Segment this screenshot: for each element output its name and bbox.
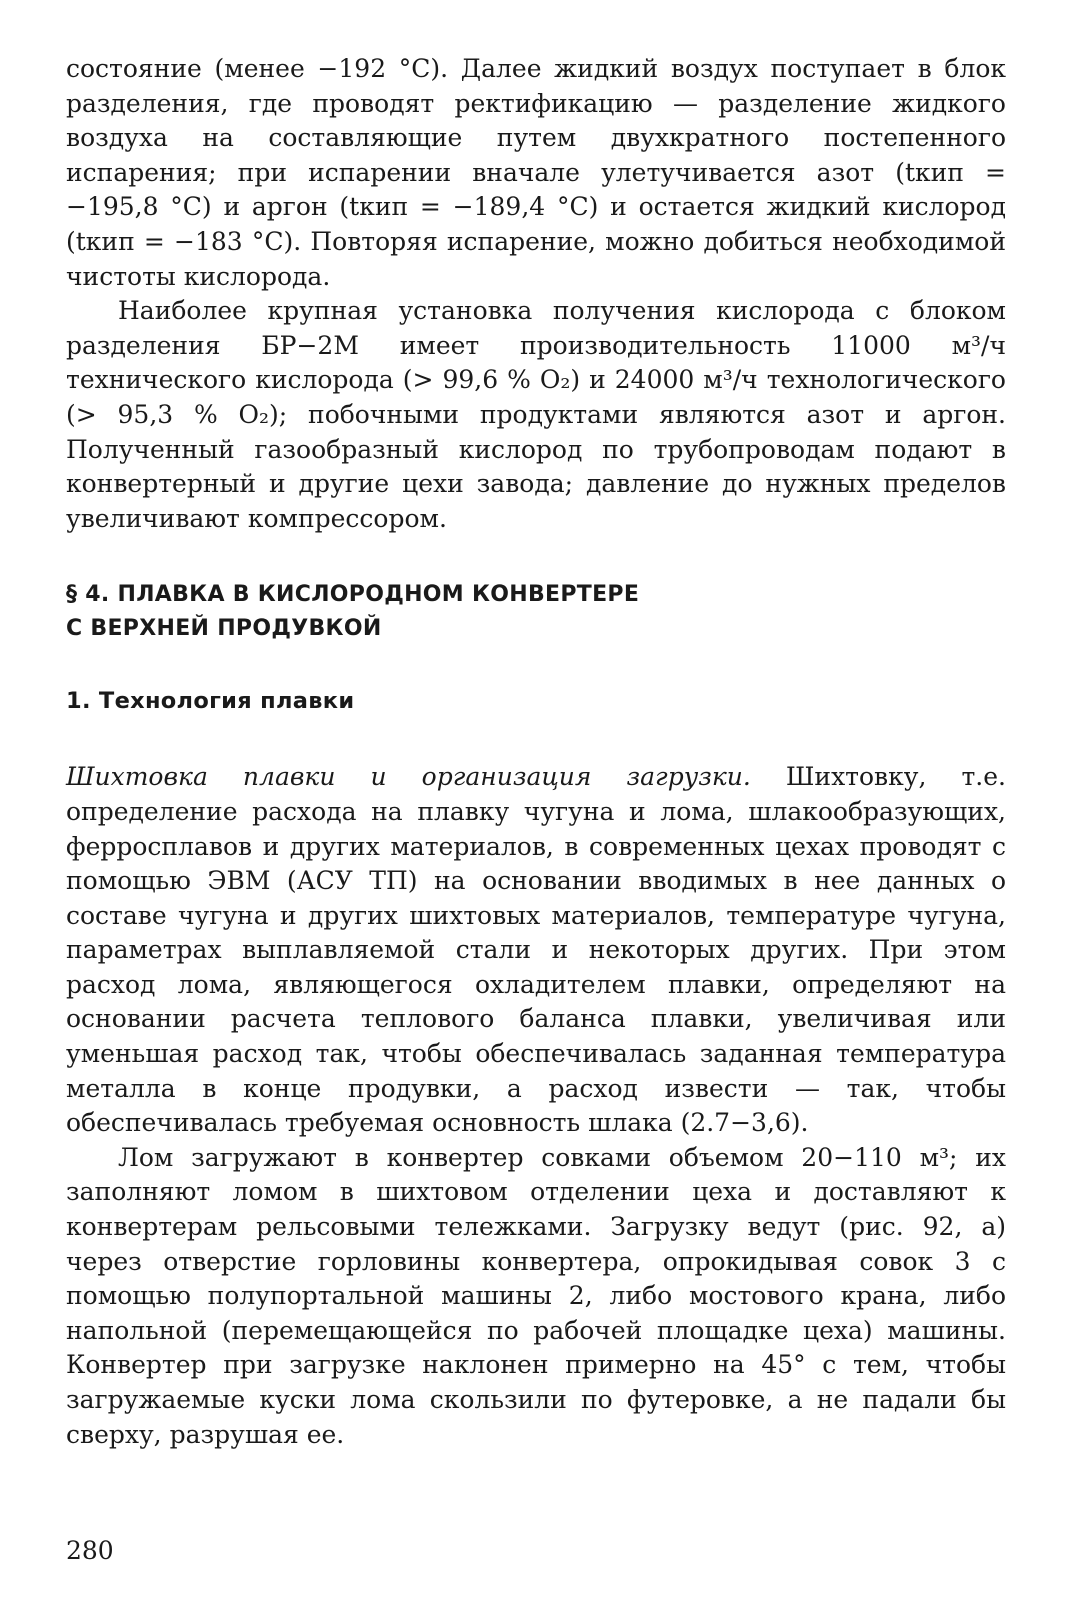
paragraph-oxygen-separation: состояние (менее −192 °С). Далее жидкий воздух поступает в блок разделения, где проводят ректификацию — разделение жидкого воздуха на составляющие путем двухкратного постепенного испарения; при испарении вначале улетучивается азот (tкип = −195,8 °С) и аргон (tкип = −189,4 °С) и остается жидкий кислород (tкип = −183 °С). Повторяя испарение, можно добиться необходимой чистоты кислорода.	[66, 54, 1006, 291]
section-heading	[66, 578, 1006, 646]
section-heading-line-1: § 4. ПЛАВКА В КИСЛОРОДНОМ КОНВЕРТЕРЕ	[66, 582, 640, 608]
italic-lead-phrase: Шихтовка плавки и организация загрузки.	[66, 762, 751, 792]
page-body	[66, 52, 1006, 1452]
subsection-heading: 1. Технология плавки	[66, 688, 355, 715]
paragraph-oxygen-plant: Наиболее крупная установка получения кислорода с блоком разделения БР−2М имеет производительность 11000 м³/ч технического кислорода (> 99,6 % O₂) и 24000 м³/ч технологического (> 95,3 % O₂); побочными продуктами являются азот и аргон. Полученный газообразный кислород по трубопроводам подают в конвертерный и другие цехи завода; давление до нужных пределов увеличивают компрессором.	[66, 296, 1006, 533]
paragraph-charging	[66, 760, 1006, 1141]
page-number: 280	[66, 1536, 114, 1565]
paragraph-charging-text: Шихтовку, т.е. определение расхода на плавку чугуна и лома, шлакообразующих, ферросплавов и других материалов, в современных цехах проводят с помощью ЭВМ (АСУ ТП) на основании вводимых в нее данных о составе чугуна и других шихтовых материалов, температуре чугуна, параметрах выплавляемой стали и некоторых других. При этом расход лома, являющегося охладителем плавки, определяют на основании расчета теплового баланса плавки, увеличивая или уменьшая расход так, чтобы обеспечивалась заданная температура металла в конце продувки, а расход извести — так, чтобы обеспечивалась требуемая основность шлака (2.7−3,6).	[66, 762, 1006, 1138]
section-heading-line-2: С ВЕРХНЕЙ ПРОДУВКОЙ	[66, 616, 382, 642]
paragraph-scrap-loading: Лом загружают в конвертер совками объемом 20−110 м³; их заполняют ломом в шихтовом отделении цеха и доставляют к конвертерам рельсовыми тележками. Загрузку ведут (рис. 92, а) через отверстие горловины конвертера, опрокидывая совок 3 с помощью полупортальной машины 2, либо мостового крана, либо напольной (перемещающейся по рабочей площадке цеха) машины. Конвертер при загрузке наклонен примерно на 45° с тем, чтобы загружаемые куски лома скользили по футеровке, а не падали бы сверху, разрушая ее.	[66, 1142, 1006, 1449]
